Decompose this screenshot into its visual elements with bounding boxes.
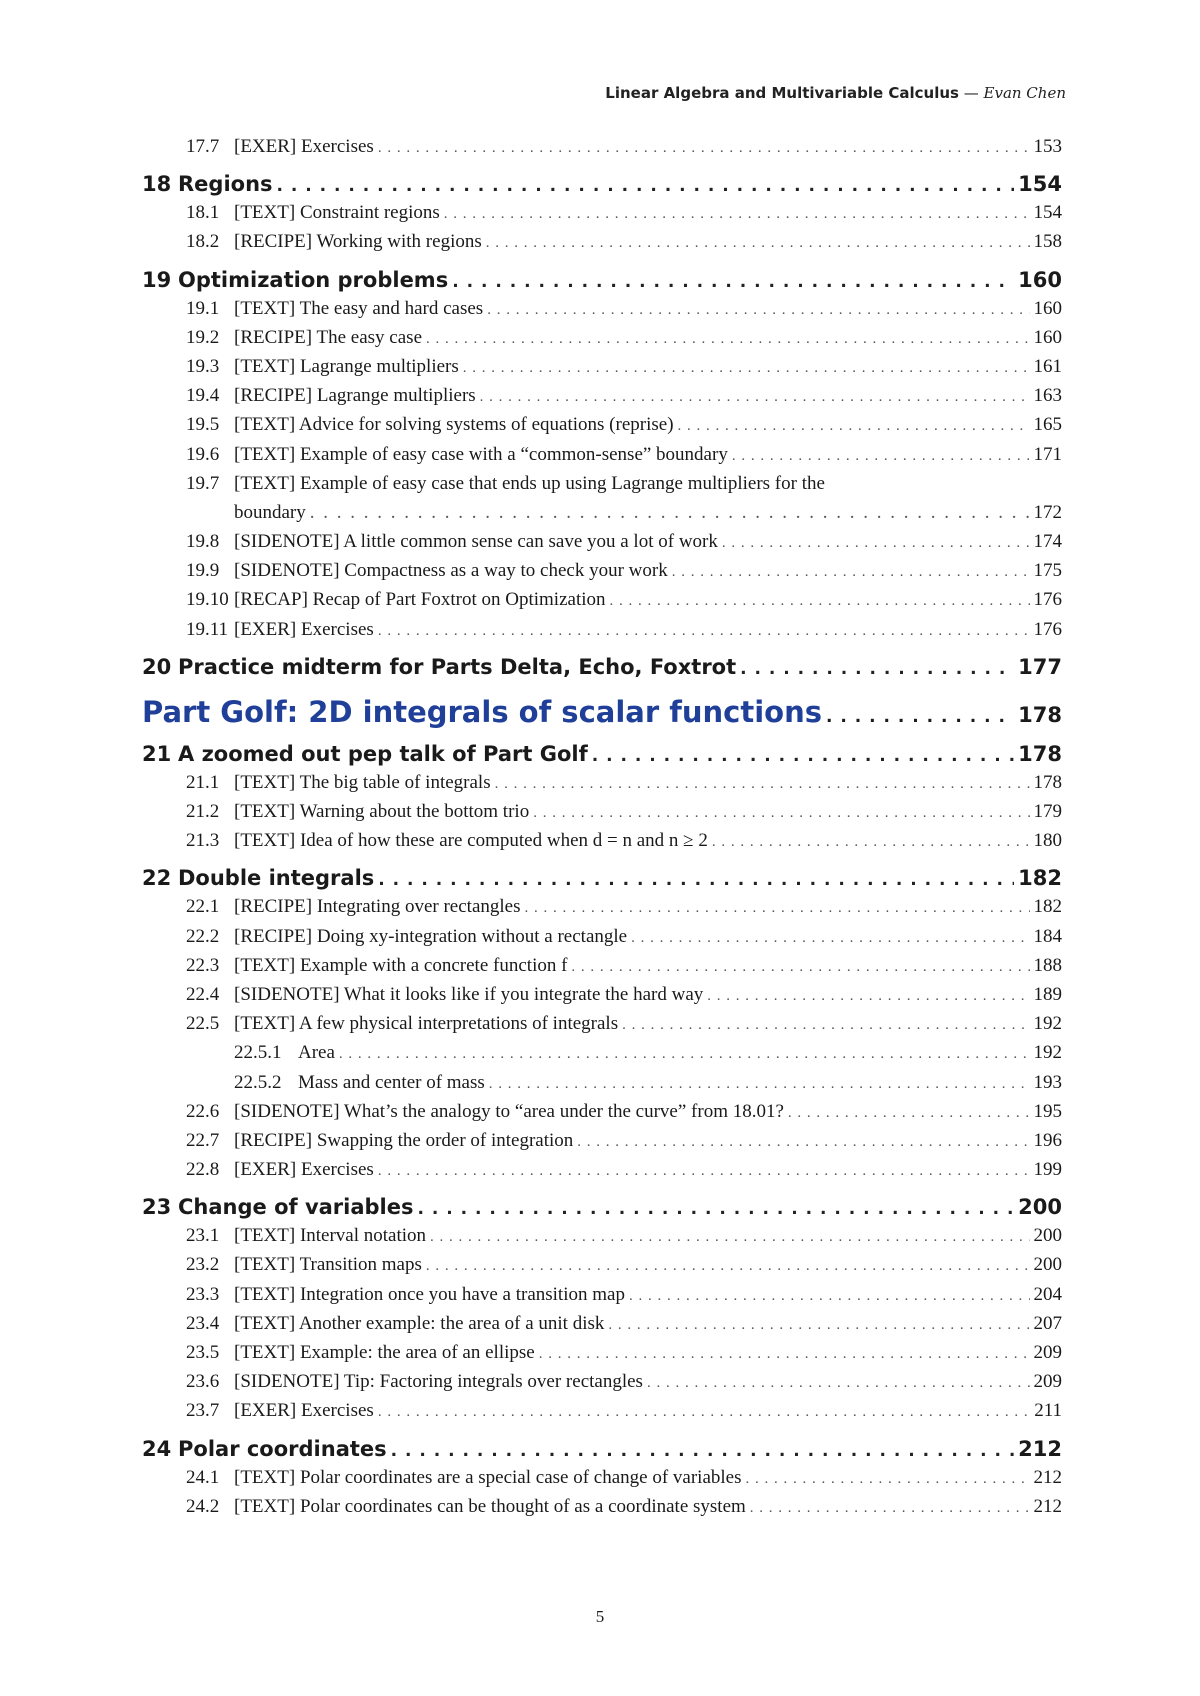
toc-entry-page: 212	[1033, 1466, 1062, 1488]
toc-entry-page: 180	[1033, 830, 1062, 852]
toc-entry-page: 163	[1033, 385, 1062, 407]
header-separator: —	[958, 84, 984, 102]
toc-entry-title: [EXER] Exercises	[234, 136, 374, 157]
toc-entry-title: [TEXT] Warning about the bottom trio	[234, 801, 530, 822]
leader-dots	[489, 1076, 1030, 1093]
leader-dots	[339, 1046, 1030, 1063]
leader-dots	[608, 1317, 1029, 1334]
toc-entry-number: 19.1	[186, 297, 220, 319]
toc-section[interactable]	[142, 830, 1062, 859]
leader-dots	[480, 389, 1030, 406]
toc-entry-page: 200	[1033, 1225, 1062, 1247]
leader-dots	[487, 302, 1029, 319]
leader-dots	[622, 1017, 1029, 1034]
toc-section[interactable]	[142, 589, 1062, 618]
leader-dots	[452, 272, 1014, 292]
toc-entry-page: 165	[1033, 414, 1062, 436]
toc-section[interactable]	[142, 1496, 1062, 1525]
toc-section[interactable]	[142, 385, 1062, 414]
toc-entry-title: [TEXT] Polar coordinates are a special case of change of variables	[234, 1466, 742, 1488]
toc-entry-title-continued: boundary	[234, 501, 306, 523]
leader-dots	[740, 659, 1014, 679]
toc-entry-number: 21.2	[186, 801, 220, 822]
toc-entry-page: 211	[1034, 1400, 1062, 1422]
leader-dots	[672, 564, 1030, 581]
toc-entry-title: [RECIPE] The easy case	[234, 326, 423, 348]
toc-entry-number: 19.4	[186, 385, 220, 407]
toc-entry-title: [RECIPE] Lagrange multipliers	[234, 385, 476, 407]
toc-entry-page: 154	[1018, 172, 1062, 197]
toc-section[interactable]	[142, 560, 1062, 589]
toc-entry-number: 22.5.2	[234, 1071, 282, 1093]
toc-chapter[interactable]	[142, 742, 1062, 772]
leader-dots	[426, 331, 1029, 348]
toc-section[interactable]	[142, 414, 1062, 443]
author-name: Evan Chen	[983, 84, 1066, 102]
leader-dots	[712, 834, 1030, 851]
toc-entry-number: 23.1	[186, 1225, 220, 1247]
toc-section[interactable]	[142, 1467, 1062, 1496]
toc-entry-page: 153	[1033, 136, 1062, 157]
toc-entry-number: 24	[142, 1436, 172, 1461]
toc-entry-title: [TEXT] A few physical interpretations of integrals	[234, 1013, 619, 1035]
toc-entry-number: 21.3	[186, 830, 220, 852]
toc-entry-number: 22.2	[186, 925, 220, 947]
toc-section[interactable]	[142, 1254, 1062, 1283]
leader-dots	[463, 360, 1030, 377]
toc-entry-page: 177	[1018, 654, 1062, 679]
toc-entry-title: [TEXT] Constraint regions	[234, 202, 440, 224]
toc-entry-number: 18.1	[186, 202, 220, 224]
toc-entry-title: [RECIPE] Swapping the order of integration	[234, 1129, 574, 1151]
toc-entry-number: 22.7	[186, 1129, 220, 1151]
leader-dots	[722, 535, 1030, 552]
toc-entry-title: [TEXT] Example of easy case with a “common-sense” boundary	[234, 443, 728, 465]
leader-dots	[486, 235, 1030, 252]
toc-entry-page: 184	[1033, 925, 1062, 947]
toc-entry-page: 160	[1033, 326, 1062, 348]
toc-entry-page: 179	[1033, 801, 1062, 822]
toc-chapter[interactable]	[142, 866, 1062, 896]
toc-entry-number: 23.6	[186, 1371, 220, 1393]
toc-entry-number: 23	[142, 1195, 172, 1220]
toc-section[interactable]	[142, 1342, 1062, 1371]
toc-chapter[interactable]	[142, 268, 1062, 298]
toc-entry-title: [SIDENOTE] Compactness as a way to check your work	[234, 560, 668, 582]
toc-section[interactable]	[142, 1284, 1062, 1313]
leader-dots	[277, 176, 1015, 196]
leader-dots	[495, 776, 1030, 793]
toc-entry-page: 172	[1033, 501, 1062, 523]
toc-entry-page: 199	[1033, 1159, 1062, 1181]
leader-dots	[430, 1229, 1029, 1246]
toc-section[interactable]	[142, 1013, 1062, 1042]
leader-dots	[750, 1500, 1030, 1517]
toc-entry-number: 19.7	[186, 472, 220, 494]
leader-dots	[418, 1199, 1015, 1219]
leader-dots	[378, 623, 1030, 640]
toc-section[interactable]	[142, 1371, 1062, 1400]
toc-section[interactable]	[142, 298, 1062, 327]
toc-section[interactable]	[142, 136, 1062, 165]
toc-entry-title: [TEXT] Integration once you have a transition map	[234, 1283, 625, 1305]
toc-entry-title: Area	[298, 1042, 335, 1064]
toc-entry-title: [RECIPE] Working with regions	[234, 231, 482, 253]
leader-dots	[539, 1346, 1030, 1363]
toc-entry-page: 196	[1033, 1129, 1062, 1151]
toc-section[interactable]	[142, 955, 1062, 984]
toc-entry-title: [SIDENOTE] Tip: Factoring integrals over rectangles	[234, 1371, 643, 1393]
toc-entry-number: 24.2	[186, 1495, 220, 1517]
toc-entry-page: 212	[1018, 1436, 1062, 1461]
leader-dots	[647, 1375, 1030, 1392]
toc-chapter[interactable]	[142, 655, 1062, 685]
toc-entry-page: 188	[1033, 954, 1062, 976]
toc-entry-title: [RECIPE] Doing xy-integration without a rectangle	[234, 925, 628, 947]
toc-section[interactable]	[142, 619, 1062, 648]
toc-entry-number: 19.3	[186, 355, 220, 377]
toc-section[interactable]	[142, 1400, 1062, 1429]
toc-entry[interactable]	[142, 473, 1062, 531]
toc-entry-number: 21.1	[186, 771, 220, 793]
toc-entry-page: 176	[1033, 589, 1062, 611]
toc-section[interactable]	[142, 801, 1062, 830]
toc-entry-title: [TEXT] Interval notation	[234, 1225, 427, 1247]
toc-entry-title: [EXER] Exercises	[234, 618, 374, 640]
toc-entry-title: [SIDENOTE] What’s the analogy to “area under the curve” from 18.01?	[234, 1100, 784, 1122]
leader-dots	[788, 1105, 1030, 1122]
leader-dots	[629, 1288, 1030, 1305]
toc-entry-title: [TEXT] Advice for solving systems of equations (reprise)	[234, 414, 674, 436]
leader-dots	[745, 1471, 1029, 1488]
toc-entry-page: 176	[1033, 618, 1062, 640]
toc-entry-page: 182	[1018, 866, 1062, 891]
toc-entry-title: Optimization problems	[178, 267, 449, 292]
toc-entry-number: 23.5	[186, 1342, 220, 1363]
toc-entry-number: 18	[142, 172, 172, 197]
leader-dots	[571, 959, 1029, 976]
toc-entry-page: 200	[1018, 1195, 1062, 1220]
toc-section[interactable]	[142, 231, 1062, 260]
toc-entry-page: 212	[1033, 1495, 1062, 1517]
toc-entry-number: 19.11	[186, 618, 229, 640]
toc-section[interactable]	[142, 1313, 1062, 1342]
toc-entry-title: [EXER] Exercises	[234, 1400, 374, 1422]
toc-entry-title: [RECAP] Recap of Part Foxtrot on Optimization	[234, 589, 606, 611]
toc-entry-number: 19.2	[186, 326, 220, 348]
leader-dots	[577, 1134, 1029, 1151]
toc-entry-title: [TEXT] Transition maps	[234, 1254, 422, 1276]
leader-dots	[524, 900, 1029, 917]
toc-entry-page: 192	[1033, 1013, 1062, 1035]
toc-section[interactable]	[142, 444, 1062, 473]
leader-dots	[426, 1258, 1030, 1275]
toc-entry-number: 19.10	[186, 589, 229, 611]
leader-dots	[707, 988, 1029, 1005]
toc-chapter[interactable]	[142, 1195, 1062, 1225]
toc-entry-number: 23.4	[186, 1312, 220, 1334]
toc-section[interactable]	[142, 984, 1062, 1013]
leader-dots	[378, 870, 1014, 890]
toc-entry-number: 19.8	[186, 531, 220, 553]
leader-dots	[533, 805, 1029, 822]
leader-dots	[444, 206, 1030, 223]
toc-entry-page: 175	[1033, 560, 1062, 582]
toc-entry-title: Change of variables	[178, 1195, 414, 1220]
toc-section[interactable]	[142, 926, 1062, 955]
page-number: 5	[595, 1607, 605, 1626]
leader-dots	[592, 746, 1014, 766]
toc-entry-title: [TEXT] The big table of integrals	[234, 771, 491, 793]
toc-section[interactable]	[142, 1101, 1062, 1130]
running-header	[605, 84, 1066, 102]
toc-entry-number: 22.6	[186, 1100, 220, 1122]
toc-entry-page: 189	[1033, 983, 1062, 1005]
toc-section[interactable]	[142, 1130, 1062, 1159]
toc-entry-title: [SIDENOTE] What it looks like if you integrate the hard way	[234, 983, 704, 1005]
toc-entry-page: 192	[1033, 1042, 1062, 1064]
toc-entry-number: 17.7	[186, 136, 220, 157]
toc-entry-page: 174	[1033, 531, 1062, 553]
toc-entry-page: 178	[1033, 771, 1062, 793]
toc-entry-number: 23.2	[186, 1254, 220, 1276]
toc-section[interactable]	[142, 531, 1062, 560]
toc-section[interactable]	[142, 772, 1062, 801]
toc-entry-number: 18.2	[186, 231, 220, 253]
toc-subsection[interactable]	[142, 1042, 1062, 1071]
toc-entry-page: 200	[1033, 1254, 1062, 1276]
toc-entry-number: 21	[142, 741, 172, 766]
leader-dots	[378, 140, 1030, 157]
toc-entry-title: [TEXT] The easy and hard cases	[234, 297, 484, 319]
toc-chapter[interactable]	[142, 1437, 1062, 1467]
toc-section[interactable]	[142, 202, 1062, 231]
toc-entry-title: [TEXT] Example: the area of an ellipse	[234, 1342, 535, 1363]
toc-part-title: Part Golf: 2D integrals of scalar functions	[142, 694, 822, 729]
toc-entry-page: 158	[1033, 231, 1062, 253]
toc-entry-page: 209	[1033, 1371, 1062, 1393]
toc-entry-number: 19.5	[186, 414, 220, 436]
toc-entry-title: [EXER] Exercises	[234, 1159, 374, 1181]
toc-entry-page: 171	[1033, 443, 1062, 465]
toc-entry-title: [TEXT] Polar coordinates can be thought of as a coordinate system	[234, 1495, 746, 1517]
toc-entry-title: [RECIPE] Integrating over rectangles	[234, 896, 521, 918]
toc-subsection[interactable]	[142, 1072, 1062, 1101]
toc-entry-page: 195	[1033, 1100, 1062, 1122]
toc-entry-number: 19	[142, 267, 172, 292]
toc-entry-title: A zoomed out pep talk of Part Golf	[178, 741, 588, 766]
toc-entry-number: 22.5.1	[234, 1042, 282, 1064]
toc-entry-number: 22.4	[186, 983, 220, 1005]
leader-dots	[631, 930, 1029, 947]
toc-entry-title: [TEXT] Lagrange multipliers	[234, 355, 459, 377]
toc-entry-page: 193	[1033, 1071, 1062, 1093]
toc-entry-page: 182	[1033, 896, 1062, 918]
toc-part-page: 178	[1018, 702, 1062, 727]
toc-entry-number: 22.5	[186, 1013, 220, 1035]
toc-entry-title: [TEXT] Example with a concrete function f	[234, 954, 568, 976]
toc-entry-number: 22.3	[186, 954, 220, 976]
toc-entry-title: [TEXT] Example of easy case that ends up using Lagrange multipliers for the	[234, 472, 825, 494]
toc-entry-title: Double integrals	[178, 866, 375, 891]
toc-entry-title: Regions	[178, 172, 273, 197]
toc-entry-number: 22.8	[186, 1159, 220, 1181]
toc-entry-title: Polar coordinates	[178, 1436, 387, 1461]
leader-dots	[378, 1404, 1030, 1421]
toc-entry-page: 204	[1033, 1283, 1062, 1305]
leader-dots	[310, 502, 1030, 524]
toc-entry-title: [TEXT] Another example: the area of a unit disk	[234, 1312, 605, 1334]
toc-entry-page: 207	[1033, 1312, 1062, 1334]
toc-entry-number: 20	[142, 654, 172, 679]
toc-part-heading[interactable]	[142, 695, 1062, 735]
toc-entry-title: [TEXT] Idea of how these are computed when d = n and n ≥ 2	[234, 830, 708, 852]
book-title: Linear Algebra and Multivariable Calculus	[605, 84, 959, 102]
leader-dots	[732, 448, 1030, 465]
toc-entry-number: 22	[142, 866, 172, 891]
toc-section[interactable]	[142, 327, 1062, 356]
toc-entry-title: Practice midterm for Parts Delta, Echo, Foxtrot	[178, 654, 737, 679]
toc-entry-page: 154	[1033, 202, 1062, 224]
toc-entry-page: 178	[1018, 741, 1062, 766]
toc-entry-number: 23.7	[186, 1400, 220, 1422]
toc-section[interactable]	[142, 896, 1062, 925]
toc-section[interactable]	[142, 1225, 1062, 1254]
toc-section[interactable]	[142, 356, 1062, 385]
leader-dots	[678, 418, 1030, 435]
toc-entry-number: 19.9	[186, 560, 220, 582]
toc-entry-number: 22.1	[186, 896, 220, 918]
leader-dots	[391, 1441, 1015, 1461]
toc-entry-title: Mass and center of mass	[298, 1071, 485, 1093]
toc-entry-title: [SIDENOTE] A little common sense can save you a lot of work	[234, 531, 718, 553]
toc-section[interactable]	[142, 1159, 1062, 1188]
leader-dots	[378, 1163, 1030, 1180]
toc-entry-page: 160	[1018, 267, 1062, 292]
toc-entry-number: 23.3	[186, 1283, 220, 1305]
toc-entry-number: 19.6	[186, 443, 220, 465]
toc-entry-page: 209	[1033, 1342, 1062, 1363]
leader-dots	[610, 593, 1030, 610]
table-of-contents	[142, 136, 1062, 1525]
toc-entry-page: 160	[1033, 297, 1062, 319]
toc-chapter[interactable]	[142, 172, 1062, 202]
toc-entry-page: 161	[1033, 355, 1062, 377]
leader-dots	[826, 707, 1014, 727]
toc-entry-number: 24.1	[186, 1466, 220, 1488]
